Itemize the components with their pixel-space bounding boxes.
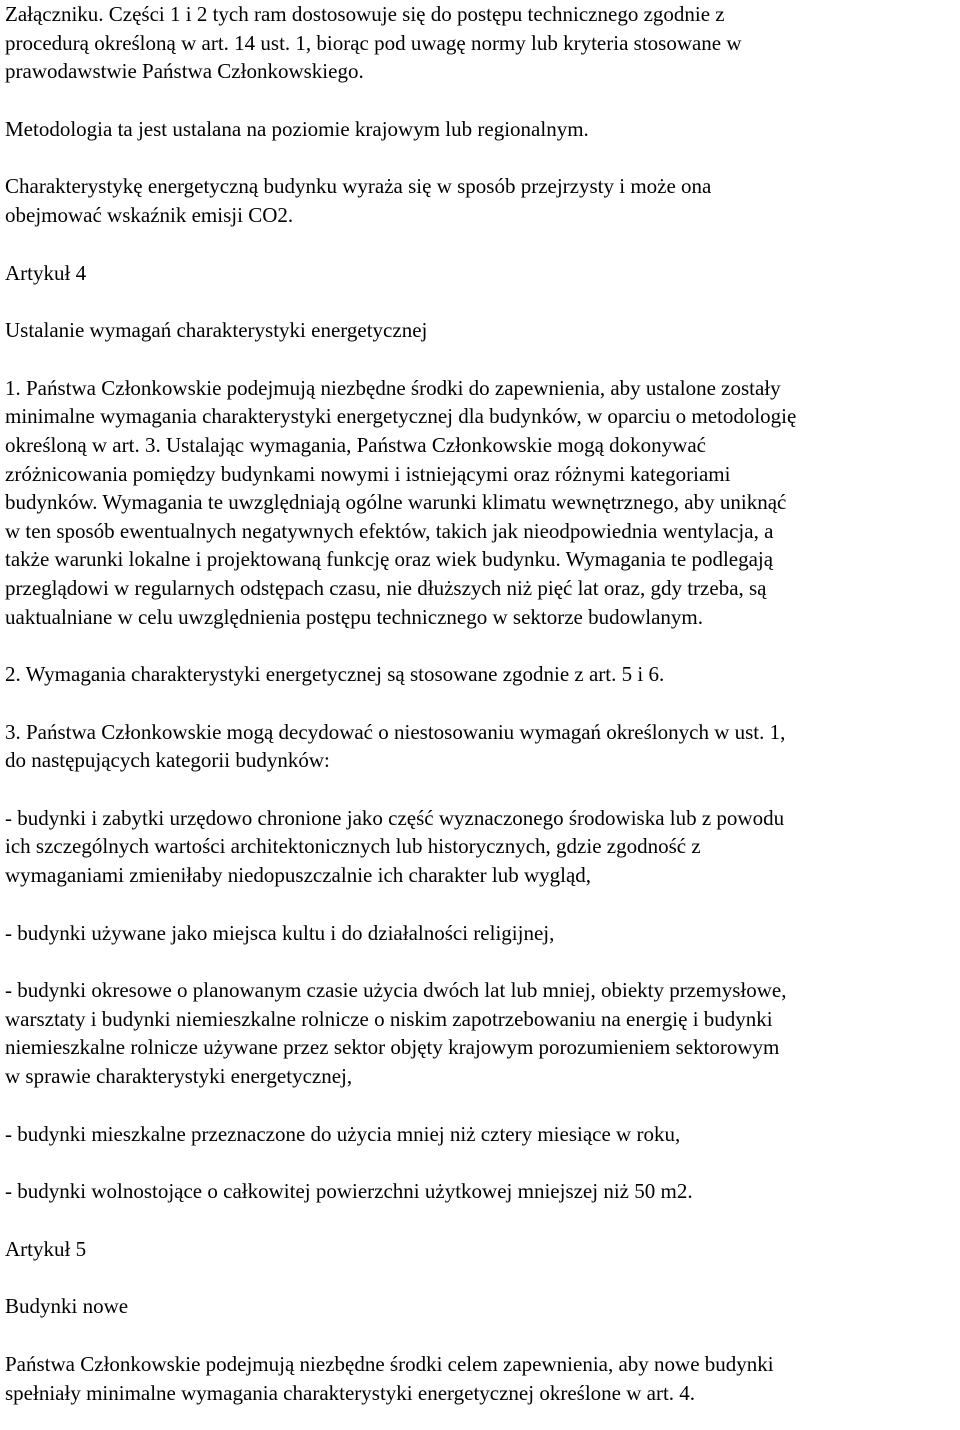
text-line: - budynki używane jako miejsca kultu i do działalności religijnej, bbox=[5, 920, 555, 945]
list-item-residential-buildings bbox=[5, 1120, 955, 1149]
text-line: 2. Wymagania charakterystyki energetycznej są stosowane zgodnie z art. 5 i 6. bbox=[5, 662, 665, 687]
text-line: - budynki mieszkalne przeznaczone do użycia mniej niż cztery miesiące w roku, bbox=[5, 1121, 681, 1146]
text-line: prawodawstwie Państwa Członkowskiego. bbox=[5, 59, 364, 84]
text-line: zróżnicowania pomiędzy budynkami nowymi i istniejącymi oraz różnymi kategoriami bbox=[5, 461, 731, 486]
paragraph-methodology bbox=[5, 115, 955, 144]
article-4-title: Ustalanie wymagań charakterystyki energetycznej bbox=[5, 318, 428, 343]
text-line: warsztaty i budynki niemieszkalne rolnicze o niskim zapotrzebowaniu na energię i budynki bbox=[5, 1006, 773, 1031]
document-page bbox=[5, 0, 955, 1407]
text-line: w ten sposób ewentualnych negatywnych efektów, takich jak nieodpowiednia wentylacja, a bbox=[5, 518, 774, 543]
article-4-paragraph-2 bbox=[5, 660, 955, 689]
list-item-standalone-buildings bbox=[5, 1177, 955, 1206]
list-item-temporary-buildings bbox=[5, 976, 955, 1090]
text-line: określoną w art. 3. Ustalając wymagania, Państwa Członkowskie mogą dokonywać bbox=[5, 432, 706, 457]
text-line: przeglądowi w regularnych odstępach czasu, nie dłuższych niż pięć lat oraz, gdy trzeba, są bbox=[5, 575, 767, 600]
article-4-paragraph-1 bbox=[5, 374, 955, 631]
text-line: obejmować wskaźnik emisji CO2. bbox=[5, 202, 294, 227]
text-line: procedurą określoną w art. 14 ust. 1, biorąc pod uwagę normy lub kryteria stosowane w bbox=[5, 30, 742, 55]
article-5-heading: Artykuł 5 bbox=[5, 1236, 87, 1261]
text-line: Charakterystykę energetyczną budynku wyraża się w sposób przejrzysty i może ona bbox=[5, 174, 712, 199]
article-5-title: Budynki nowe bbox=[5, 1294, 129, 1319]
text-line: także warunki lokalne i projektowaną funkcję oraz wiek budynku. Wymagania te podlegają bbox=[5, 547, 774, 572]
paragraph-intro bbox=[5, 0, 955, 86]
article-5-paragraph-1 bbox=[5, 1350, 955, 1407]
text-line: budynków. Wymagania te uwzględniają ogólne warunki klimatu wewnętrznego, aby uniknąć bbox=[5, 490, 787, 515]
text-line: - budynki okresowe o planowanym czasie użycia dwóch lat lub mniej, obiekty przemysłowe, bbox=[5, 978, 787, 1003]
text-line: minimalne wymagania charakterystyki energetycznej dla budynków, w oparciu o metodologię bbox=[5, 404, 797, 429]
text-line: - budynki i zabytki urzędowo chronione jako część wyznaczonego środowiska lub z powodu bbox=[5, 805, 785, 830]
text-line: 1. Państwa Członkowskie podejmują niezbędne środki do zapewnienia, aby ustalone zostały bbox=[5, 375, 781, 400]
text-line: - budynki wolnostojące o całkowitej powierzchni użytkowej mniejszej niż 50 m2. bbox=[5, 1179, 693, 1204]
text-line: uaktualniane w celu uwzględnienia postępu technicznego w sektorze budowlanym. bbox=[5, 604, 704, 629]
text-line: Metodologia ta jest ustalana na poziomie krajowym lub regionalnym. bbox=[5, 116, 589, 141]
text-line: wymaganiami zmieniłaby niedopuszczalnie ich charakter lub wygląd, bbox=[5, 863, 592, 888]
paragraph-energy-characteristic bbox=[5, 172, 955, 229]
text-line: ich szczególnych wartości architektonicznych lub historycznych, gdzie zgodność z bbox=[5, 834, 701, 859]
text-line: Załączniku. Części 1 i 2 tych ram dostosowuje się do postępu technicznego zgodnie z bbox=[5, 2, 725, 26]
text-line: w sprawie charakterystyki energetycznej, bbox=[5, 1064, 353, 1089]
text-line: do następujących kategorii budynków: bbox=[5, 748, 330, 773]
text-line: 3. Państwa Członkowskie mogą decydować o niestosowaniu wymagań określonych w ust. 1, bbox=[5, 719, 786, 744]
article-4-heading: Artykuł 4 bbox=[5, 260, 87, 285]
text-line: spełniały minimalne wymagania charakterystyki energetycznej określone w art. 4. bbox=[5, 1380, 696, 1405]
text-line: niemieszkalne rolnicze używane przez sektor objęty krajowym porozumieniem sektorowym bbox=[5, 1035, 780, 1060]
text-line: Państwa Członkowskie podejmują niezbędne środki celem zapewnienia, aby nowe budynki bbox=[5, 1352, 774, 1376]
list-item-protected-buildings bbox=[5, 804, 955, 890]
list-item-worship-buildings bbox=[5, 919, 955, 948]
article-4-paragraph-3 bbox=[5, 718, 955, 775]
